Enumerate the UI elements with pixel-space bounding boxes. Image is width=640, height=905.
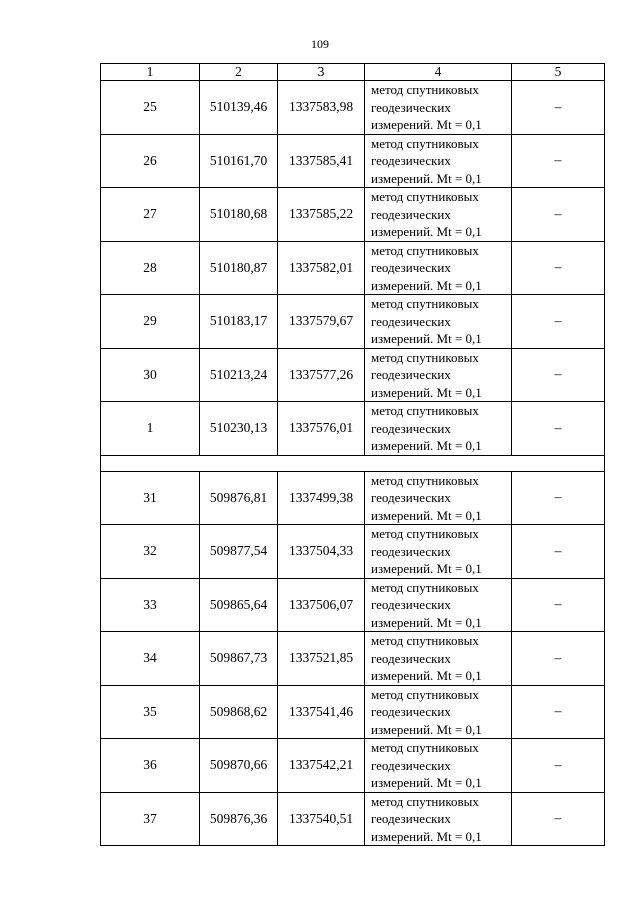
- method-text-line: геодезических: [371, 757, 451, 773]
- y-coordinate-cell: 1337583,98: [278, 81, 365, 135]
- method-text-line: метод спутниковых: [371, 472, 479, 488]
- x-coordinate-cell: 510183,17: [200, 295, 278, 349]
- point-number-cell: 37: [101, 792, 200, 846]
- dash-symbol: –: [554, 260, 562, 276]
- method-text-line: метод спутниковых: [371, 349, 479, 365]
- x-coordinate-cell: 509876,36: [200, 792, 278, 846]
- method-text-line: метод спутниковых: [371, 579, 479, 595]
- method-text-line: измерений. Mt = 0,1: [371, 828, 482, 844]
- method-text-line: метод спутниковых: [371, 633, 479, 648]
- x-coordinate-cell: 509865,64: [200, 578, 278, 632]
- y-coordinate-cell: 1337499,38: [278, 471, 365, 525]
- separator-row: [101, 455, 605, 471]
- method-text-line: метод спутниковых: [371, 242, 479, 258]
- precision-cell: [512, 188, 605, 242]
- y-coordinate-cell: 1337506,07: [278, 578, 365, 632]
- method-cell: [365, 241, 512, 295]
- table-row: [101, 402, 605, 456]
- dash-symbol: –: [554, 757, 562, 773]
- method-text-line: геодезических: [371, 490, 451, 505]
- method-text-line: измерений. Mt = 0,1: [371, 775, 482, 790]
- x-coordinate-cell: 510230,13: [200, 402, 278, 456]
- method-text-line: геодезических: [371, 367, 451, 382]
- method-cell: [365, 295, 512, 349]
- method-text-line: измерений. Mt = 0,1: [371, 721, 482, 737]
- y-coordinate-cell: 1337542,21: [278, 739, 365, 793]
- precision-cell: [512, 295, 605, 349]
- point-number-cell: 34: [101, 632, 200, 686]
- method-cell: [365, 792, 512, 846]
- method-text-line: метод спутниковых: [371, 793, 479, 809]
- point-number-cell: 33: [101, 578, 200, 632]
- precision-cell: [512, 525, 605, 579]
- method-text-line: измерений. Mt = 0,1: [371, 668, 482, 683]
- method-text-line: измерений. Mt = 0,1: [371, 561, 482, 576]
- x-coordinate-cell: 509877,54: [200, 525, 278, 579]
- point-number-cell: 28: [101, 241, 200, 295]
- method-text-line: геодезических: [371, 650, 451, 666]
- precision-cell: [512, 241, 605, 295]
- method-text-line: метод спутниковых: [371, 740, 479, 755]
- method-text-line: геодезических: [371, 597, 451, 612]
- x-coordinate-cell: 509867,73: [200, 632, 278, 686]
- table-row: [101, 134, 605, 188]
- precision-cell: [512, 348, 605, 402]
- method-text-line: геодезических: [371, 420, 451, 436]
- precision-cell: [512, 685, 605, 739]
- header-row: [101, 64, 605, 81]
- table-row: [101, 188, 605, 242]
- coordinates-table: [100, 63, 605, 846]
- page-number: 109: [311, 37, 329, 51]
- method-text-line: геодезических: [371, 260, 451, 275]
- point-number-cell: 1: [101, 402, 200, 456]
- method-text-line: измерений. Mt = 0,1: [371, 117, 482, 132]
- table-row: [101, 295, 605, 349]
- x-coordinate-cell: 510180,68: [200, 188, 278, 242]
- method-text-line: измерений. Mt = 0,1: [371, 614, 482, 630]
- x-coordinate-cell: 510161,70: [200, 134, 278, 188]
- y-coordinate-cell: 1337577,26: [278, 348, 365, 402]
- method-cell: [365, 525, 512, 579]
- method-text-line: метод спутниковых: [371, 82, 479, 97]
- dash-symbol: –: [554, 811, 562, 827]
- dash-symbol: –: [554, 420, 562, 436]
- method-cell: [365, 134, 512, 188]
- column-header: 1: [101, 64, 200, 81]
- dash-symbol: –: [554, 650, 562, 666]
- method-text-line: геодезических: [371, 99, 451, 115]
- x-coordinate-cell: 509868,62: [200, 685, 278, 739]
- method-text-line: измерений. Mt = 0,1: [371, 224, 482, 239]
- dash-symbol: –: [554, 153, 562, 169]
- point-number-cell: 30: [101, 348, 200, 402]
- method-cell: [365, 685, 512, 739]
- method-text-line: геодезических: [371, 543, 451, 559]
- column-header: 4: [365, 64, 512, 81]
- method-text-line: измерений. Mt = 0,1: [371, 277, 482, 293]
- point-number-cell: 27: [101, 188, 200, 242]
- x-coordinate-cell: 509876,81: [200, 471, 278, 525]
- method-text-line: метод спутниковых: [371, 526, 479, 541]
- table-row: [101, 792, 605, 846]
- dash-symbol: –: [554, 597, 562, 613]
- precision-cell: [512, 471, 605, 525]
- x-coordinate-cell: 510139,46: [200, 81, 278, 135]
- method-cell: [365, 471, 512, 525]
- precision-cell: [512, 402, 605, 456]
- table-row: [101, 348, 605, 402]
- method-text-line: геодезических: [371, 313, 451, 329]
- dash-symbol: –: [554, 367, 562, 383]
- y-coordinate-cell: 1337540,51: [278, 792, 365, 846]
- x-coordinate-cell: 510180,87: [200, 241, 278, 295]
- method-text-line: геодезических: [371, 704, 451, 719]
- table-row: [101, 739, 605, 793]
- dash-symbol: –: [554, 704, 562, 720]
- method-text-line: измерений. Mt = 0,1: [371, 438, 482, 453]
- y-coordinate-cell: 1337585,22: [278, 188, 365, 242]
- dash-symbol: –: [554, 99, 562, 115]
- y-coordinate-cell: 1337521,85: [278, 632, 365, 686]
- dash-symbol: –: [554, 543, 562, 559]
- point-number-cell: 29: [101, 295, 200, 349]
- point-number-cell: 25: [101, 81, 200, 135]
- x-coordinate-cell: 509870,66: [200, 739, 278, 793]
- method-text-line: измерений. Mt = 0,1: [371, 507, 482, 523]
- method-cell: [365, 402, 512, 456]
- method-text-line: измерений. Mt = 0,1: [371, 170, 482, 186]
- method-cell: [365, 578, 512, 632]
- table-row: [101, 241, 605, 295]
- method-text-line: геодезических: [371, 153, 451, 168]
- y-coordinate-cell: 1337576,01: [278, 402, 365, 456]
- method-cell: [365, 739, 512, 793]
- method-cell: [365, 188, 512, 242]
- method-text-line: метод спутниковых: [371, 403, 479, 418]
- method-cell: [365, 348, 512, 402]
- method-text-line: геодезических: [371, 206, 451, 222]
- dash-symbol: –: [554, 206, 562, 222]
- method-text-line: метод спутниковых: [371, 135, 479, 151]
- column-header: 5: [512, 64, 605, 81]
- point-number-cell: 35: [101, 685, 200, 739]
- method-text-line: геодезических: [371, 811, 451, 826]
- method-text-line: метод спутниковых: [371, 686, 479, 702]
- method-cell: [365, 632, 512, 686]
- method-cell: [365, 81, 512, 135]
- y-coordinate-cell: 1337541,46: [278, 685, 365, 739]
- table-row: [101, 632, 605, 686]
- table-row: [101, 578, 605, 632]
- point-number-cell: 31: [101, 471, 200, 525]
- y-coordinate-cell: 1337585,41: [278, 134, 365, 188]
- dash-symbol: –: [554, 490, 562, 506]
- y-coordinate-cell: 1337579,67: [278, 295, 365, 349]
- table-row: [101, 525, 605, 579]
- table-row: [101, 685, 605, 739]
- precision-cell: [512, 632, 605, 686]
- separator-cell: [101, 455, 605, 471]
- precision-cell: [512, 792, 605, 846]
- y-coordinate-cell: 1337582,01: [278, 241, 365, 295]
- table-row: [101, 471, 605, 525]
- point-number-cell: 26: [101, 134, 200, 188]
- precision-cell: [512, 578, 605, 632]
- point-number-cell: 36: [101, 739, 200, 793]
- precision-cell: [512, 81, 605, 135]
- dash-symbol: –: [554, 313, 562, 329]
- column-header: 2: [200, 64, 278, 81]
- table-body: [101, 64, 605, 846]
- method-text-line: метод спутниковых: [371, 296, 479, 311]
- method-text-line: измерений. Mt = 0,1: [371, 384, 482, 400]
- point-number-cell: 32: [101, 525, 200, 579]
- precision-cell: [512, 739, 605, 793]
- y-coordinate-cell: 1337504,33: [278, 525, 365, 579]
- table-row: [101, 81, 605, 135]
- method-text-line: метод спутниковых: [371, 189, 479, 204]
- precision-cell: [512, 134, 605, 188]
- method-text-line: измерений. Mt = 0,1: [371, 331, 482, 346]
- x-coordinate-cell: 510213,24: [200, 348, 278, 402]
- column-header: 3: [278, 64, 365, 81]
